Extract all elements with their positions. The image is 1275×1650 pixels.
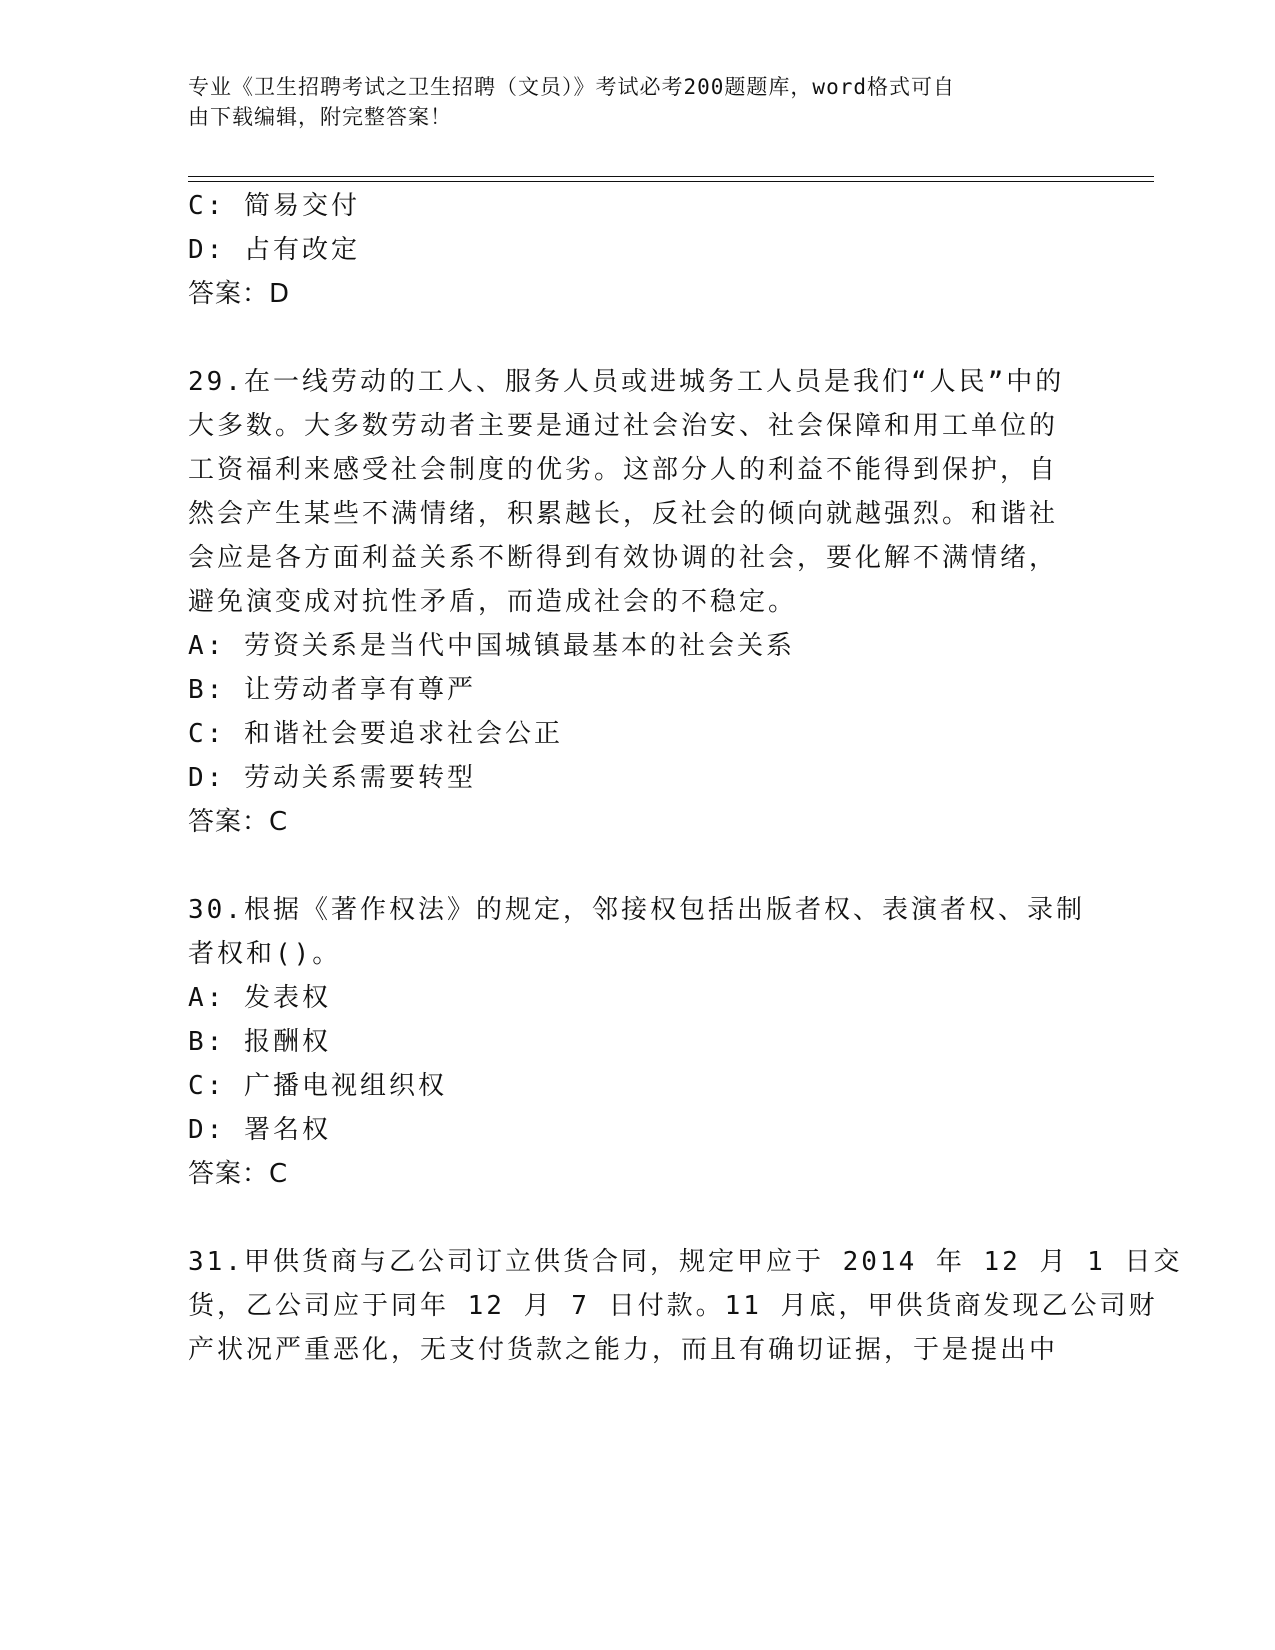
q29-option-c: C: 和谐社会要追求社会公正: [188, 719, 563, 749]
q29-text-line: 会应是各方面利益关系不断得到有效协调的社会，要化解不满情绪，: [188, 543, 1059, 573]
prev-answer: 答案：D: [188, 279, 291, 309]
q29-text-line: 避免演变成对抗性矛盾，而造成社会的不稳定。: [188, 587, 798, 617]
header-divider-bottom: [188, 181, 1154, 182]
q29-option-a: A: 劳资关系是当代中国城镇最基本的社会关系: [188, 631, 795, 661]
q29-text-line: 然会产生某些不满情绪，积累越长，反社会的倾向就越强烈。和谐社: [188, 499, 1059, 529]
q29-answer: 答案：C: [188, 807, 289, 837]
q30-answer: 答案：C: [188, 1159, 289, 1189]
q30-option-a: A: 发表权: [188, 983, 331, 1013]
prev-option-d: D: 占有改定: [188, 235, 360, 265]
q30-text-line: 者权和()。: [188, 939, 342, 969]
header-line-1: 专业《卫生招聘考试之卫生招聘（文员）》考试必考200题题库，word格式可自: [188, 75, 955, 99]
q29-option-d: D: 劳动关系需要转型: [188, 763, 476, 793]
prev-option-c: C: 简易交付: [188, 191, 360, 221]
header-line-2: 由下载编辑，附完整答案！: [188, 105, 452, 129]
q29-option-b: B: 让劳动者享有尊严: [188, 675, 476, 705]
q31-text-line: 产状况严重恶化，无支付货款之能力，而且有确切证据，于是提出中: [188, 1335, 1059, 1365]
q30-option-c: C: 广播电视组织权: [188, 1071, 447, 1101]
q31-text-line: 31.甲供货商与乙公司订立供货合同，规定甲应于 2014 年 12 月 1 日交: [188, 1247, 1183, 1277]
q29-text-line: 工资福利来感受社会制度的优劣。这部分人的利益不能得到保护，自: [188, 455, 1059, 485]
page-header: [188, 72, 1068, 132]
q29-text-line: 大多数。大多数劳动者主要是通过社会治安、社会保障和用工单位的: [188, 411, 1059, 441]
q30-option-d: D: 署名权: [188, 1115, 331, 1145]
q30-option-b: B: 报酬权: [188, 1027, 331, 1057]
q30-text-line: 30.根据《著作权法》的规定，邻接权包括出版者权、表演者权、录制: [188, 895, 1085, 925]
q31-text-line: 货，乙公司应于同年 12 月 7 日付款。11 月底，甲供货商发现乙公司财: [188, 1291, 1158, 1321]
header-divider-top: [188, 176, 1154, 177]
q29-text-line: 29.在一线劳动的工人、服务人员或进城务工人员是我们“人民”中的: [188, 367, 1065, 397]
